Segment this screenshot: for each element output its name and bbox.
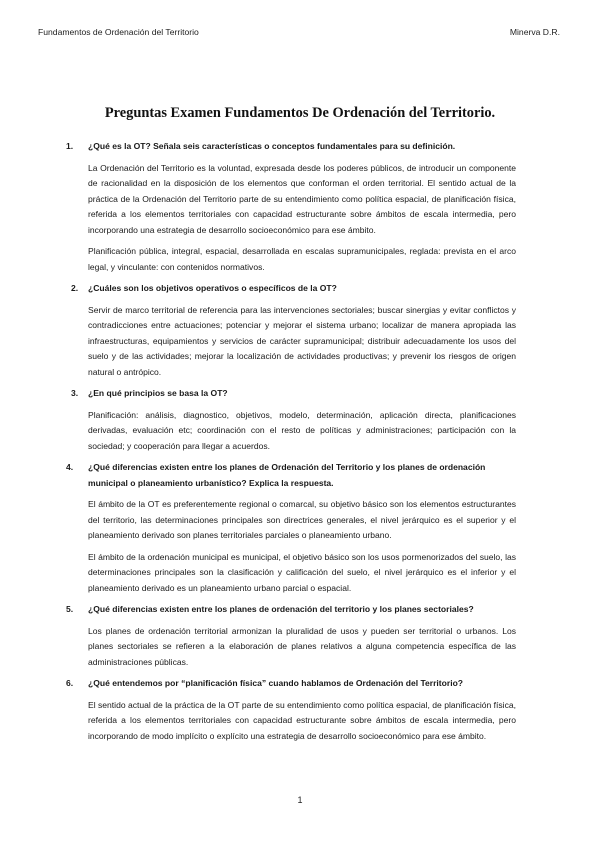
question-number: 2. bbox=[71, 283, 79, 293]
question-number: 6. bbox=[66, 678, 74, 688]
answer-paragraph: El ámbito de la OT es preferentemente regional o comarcal, su objetivo básico son los elementos estructurantes del territorio, las determinaciones principales son directrices generales, el nivel jerárquico es el superior y el planeamiento derivado son planes territoriales parciales o planeamiento urbano. bbox=[88, 499, 516, 540]
question-section bbox=[66, 602, 516, 670]
question-section bbox=[66, 281, 516, 380]
question-text: ¿Qué entendemos por “planificación física” cuando hablamos de Ordenación del Territorio? bbox=[88, 678, 464, 688]
page-header bbox=[38, 27, 560, 37]
answer-paragraph: El ámbito de la ordenación municipal es municipal, el objetivo básico son los usos pormenorizados del suelo, las determinaciones principales son la clasificación y calificación del suelo, el nivel jerárquico es el inferior y el planeamiento derivado es un planeamiento urbano parcial o espacial. bbox=[88, 551, 516, 593]
question-text: ¿Qué diferencias existen entre los planes de Ordenación del Territorio y los planes de ordenación municipal o planeamiento urbanístico? Explica la respuesta. bbox=[88, 462, 486, 488]
questions-list bbox=[66, 139, 516, 750]
question-number: 4. bbox=[66, 462, 74, 472]
question-heading bbox=[66, 602, 516, 618]
header-left-title: Fundamentos de Ordenación del Territorio bbox=[38, 27, 199, 37]
question-heading bbox=[66, 281, 516, 297]
question-number: 3. bbox=[71, 388, 79, 398]
document-title: Preguntas Examen Fundamentos De Ordenación del Territorio. bbox=[104, 105, 496, 121]
answer-paragraph: Servir de marco territorial de referencia para las intervenciones sectoriales; buscar sinergias y evitar conflictos y contradicciones entre actuaciones; potenciar y mejorar el sistema urbano; localizar de manera apropiada las infraestructuras, equipamientos y servicios de carácter supramunicipal; distribuir adecuadamente los usos del suelo y de las actividades; mejorar la localización de actividades productivas; y prevenir los riesgos de origen natural o antrópico. bbox=[88, 304, 516, 377]
answer-paragraph: Los planes de ordenación territorial armonizan la pluralidad de usos y pueden ser territorial o urbanos. Los planes sectoriales se refieren a la elaboración de planes relativos a alguna competencia específica de las administraciones públicas. bbox=[88, 625, 516, 667]
answer-paragraph: La Ordenación del Territorio es la voluntad, expresada desde los poderes públicos, de introducir un componente de racionalidad en la disposición de los elementos que conforman el orden territorial. El sentido actual de la práctica de la Ordenación del Territorio parte de su entendimiento como política espacial, de planificación física, referida a los elementos territoriales con capacidad estructurante sobre ámbitos de escala intermedia, pero incorporando una estrategia de desarrollo socioeconómico para ese ámbito. bbox=[88, 162, 516, 235]
question-heading bbox=[66, 460, 516, 491]
question-heading bbox=[66, 139, 516, 155]
question-heading bbox=[66, 676, 516, 692]
question-text: ¿Cuáles son los objetivos operativos o específicos de la OT? bbox=[88, 283, 337, 293]
question-text: ¿Qué diferencias existen entre los planes de ordenación del territorio y los planes sectoriales? bbox=[88, 604, 474, 614]
page-number: 1 bbox=[297, 795, 303, 805]
answer-paragraph: Planificación pública, integral, espacial, desarrollada en escalas supramunicipales, reglada: prevista en el arco legal, y vinculante: con contenidos normativos. bbox=[88, 246, 516, 272]
question-section bbox=[66, 676, 516, 744]
answer-paragraph: Planificación: análisis, diagnostico, objetivos, modelo, determinación, aplicación directa, planificaciones derivadas, evaluación etc; coordinación con el resto de políticas y administraciones; participación con la sociedad; y cooperación para llegar a acuerdos. bbox=[88, 409, 516, 451]
question-text: ¿En qué principios se basa la OT? bbox=[88, 388, 228, 398]
header-author: Minerva D.R. bbox=[509, 27, 560, 37]
answer-paragraph: El sentido actual de la práctica de la OT parte de su entendimiento como política espacial, de planificación física, referida a los elementos territoriales con capacidad estructurante sobre ámbitos de escala intermedia, pero incorporando de modo implícito o explícito una estrategia de desarrollo socioeconómico para ese ámbito. bbox=[88, 699, 516, 741]
question-number: 1. bbox=[66, 141, 74, 151]
question-text: ¿Qué es la OT? Señala seis características o conceptos fundamentales para su definición. bbox=[88, 141, 456, 151]
question-number: 5. bbox=[66, 604, 74, 614]
question-section bbox=[66, 139, 516, 275]
question-heading bbox=[66, 386, 516, 402]
question-section bbox=[66, 386, 516, 454]
question-section bbox=[66, 460, 516, 596]
